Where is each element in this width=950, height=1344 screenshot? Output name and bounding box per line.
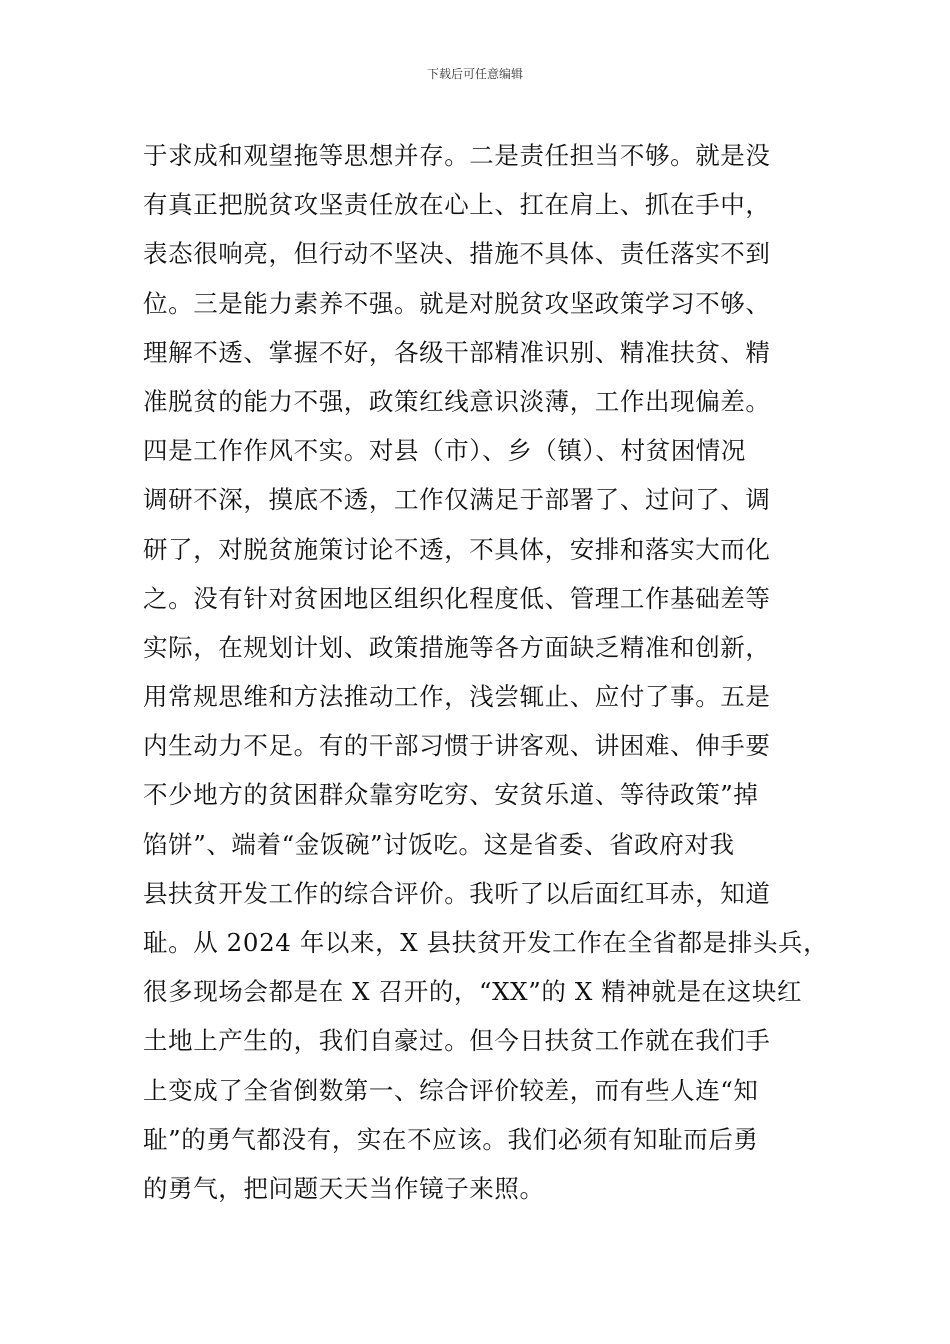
text-line: 的勇气，把问题天天当作镜子来照。: [143, 1173, 545, 1203]
text-line: 准脱贫的能力不强，政策红线意识淡薄，工作出现偏差。: [143, 386, 771, 416]
text-line: 四是工作作风不实。对县（市）、乡（镇）、村贫困情况: [143, 436, 746, 466]
page-header: 下载后可任意编辑: [426, 67, 523, 81]
text-line: 县扶贫开发工作的综合评价。我听了以后面红耳赤，知道: [143, 878, 771, 908]
text-line: 内生动力不足。有的干部习惯于讲客观、讲困难、伸手要: [143, 731, 771, 761]
body-paragraph: [143, 131, 829, 1213]
text-line: 之。没有针对贫困地区组织化程度低、管理工作基础差等: [143, 583, 771, 613]
text-line: 用常规思维和方法推动工作，浅尝辄止、应付了事。五是: [143, 682, 771, 712]
text-line: 土地上产生的，我们自豪过。但今日扶贫工作就在我们手: [143, 1026, 771, 1056]
text-line: 于求成和观望拖等思想并存。二是责任担当不够。就是没: [143, 141, 771, 170]
text-line: 不少地方的贫困群众靠穷吃穷、安贫乐道、等待政策”掉: [143, 780, 759, 810]
text-line: 研了，对脱贫施策讨论不透，不具体，安排和落实大而化: [143, 534, 771, 564]
text-line: 实际，在规划计划、政策措施等各方面缺乏精准和创新，: [143, 632, 771, 662]
text-line: 表态很响亮，但行动不坚决、措施不具体、责任落实不到: [143, 239, 771, 269]
text-line: 有真正把脱贫攻坚责任放在心上、扛在肩上、抓在手中，: [143, 190, 771, 220]
text-line: 上变成了全省倒数第一、综合评价较差，而有些人连“知: [143, 1075, 759, 1105]
text-line: 很多现场会都是在 X 召开的，“XX”的 X 精神就是在这块红: [143, 977, 803, 1007]
text-line: 调研不深，摸底不透，工作仅满足于部署了、过问了、调: [143, 485, 771, 515]
text-line: 馅饼”、端着“金饭碗”讨饭吃。这是省委、省政府对我: [143, 829, 735, 859]
text-line: 位。三是能力素养不强。就是对脱贫攻坚政策学习不够、: [143, 288, 771, 318]
text-line: 耻”的勇气都没有，实在不应该。我们必须有知耻而后勇: [143, 1124, 759, 1154]
text-line: 理解不透、掌握不好，各级干部精准识别、精准扶贫、精: [143, 337, 771, 367]
text-line: 耻。从 2024 年以来，X 县扶贫开发工作在全省都是排头兵，: [143, 928, 829, 957]
